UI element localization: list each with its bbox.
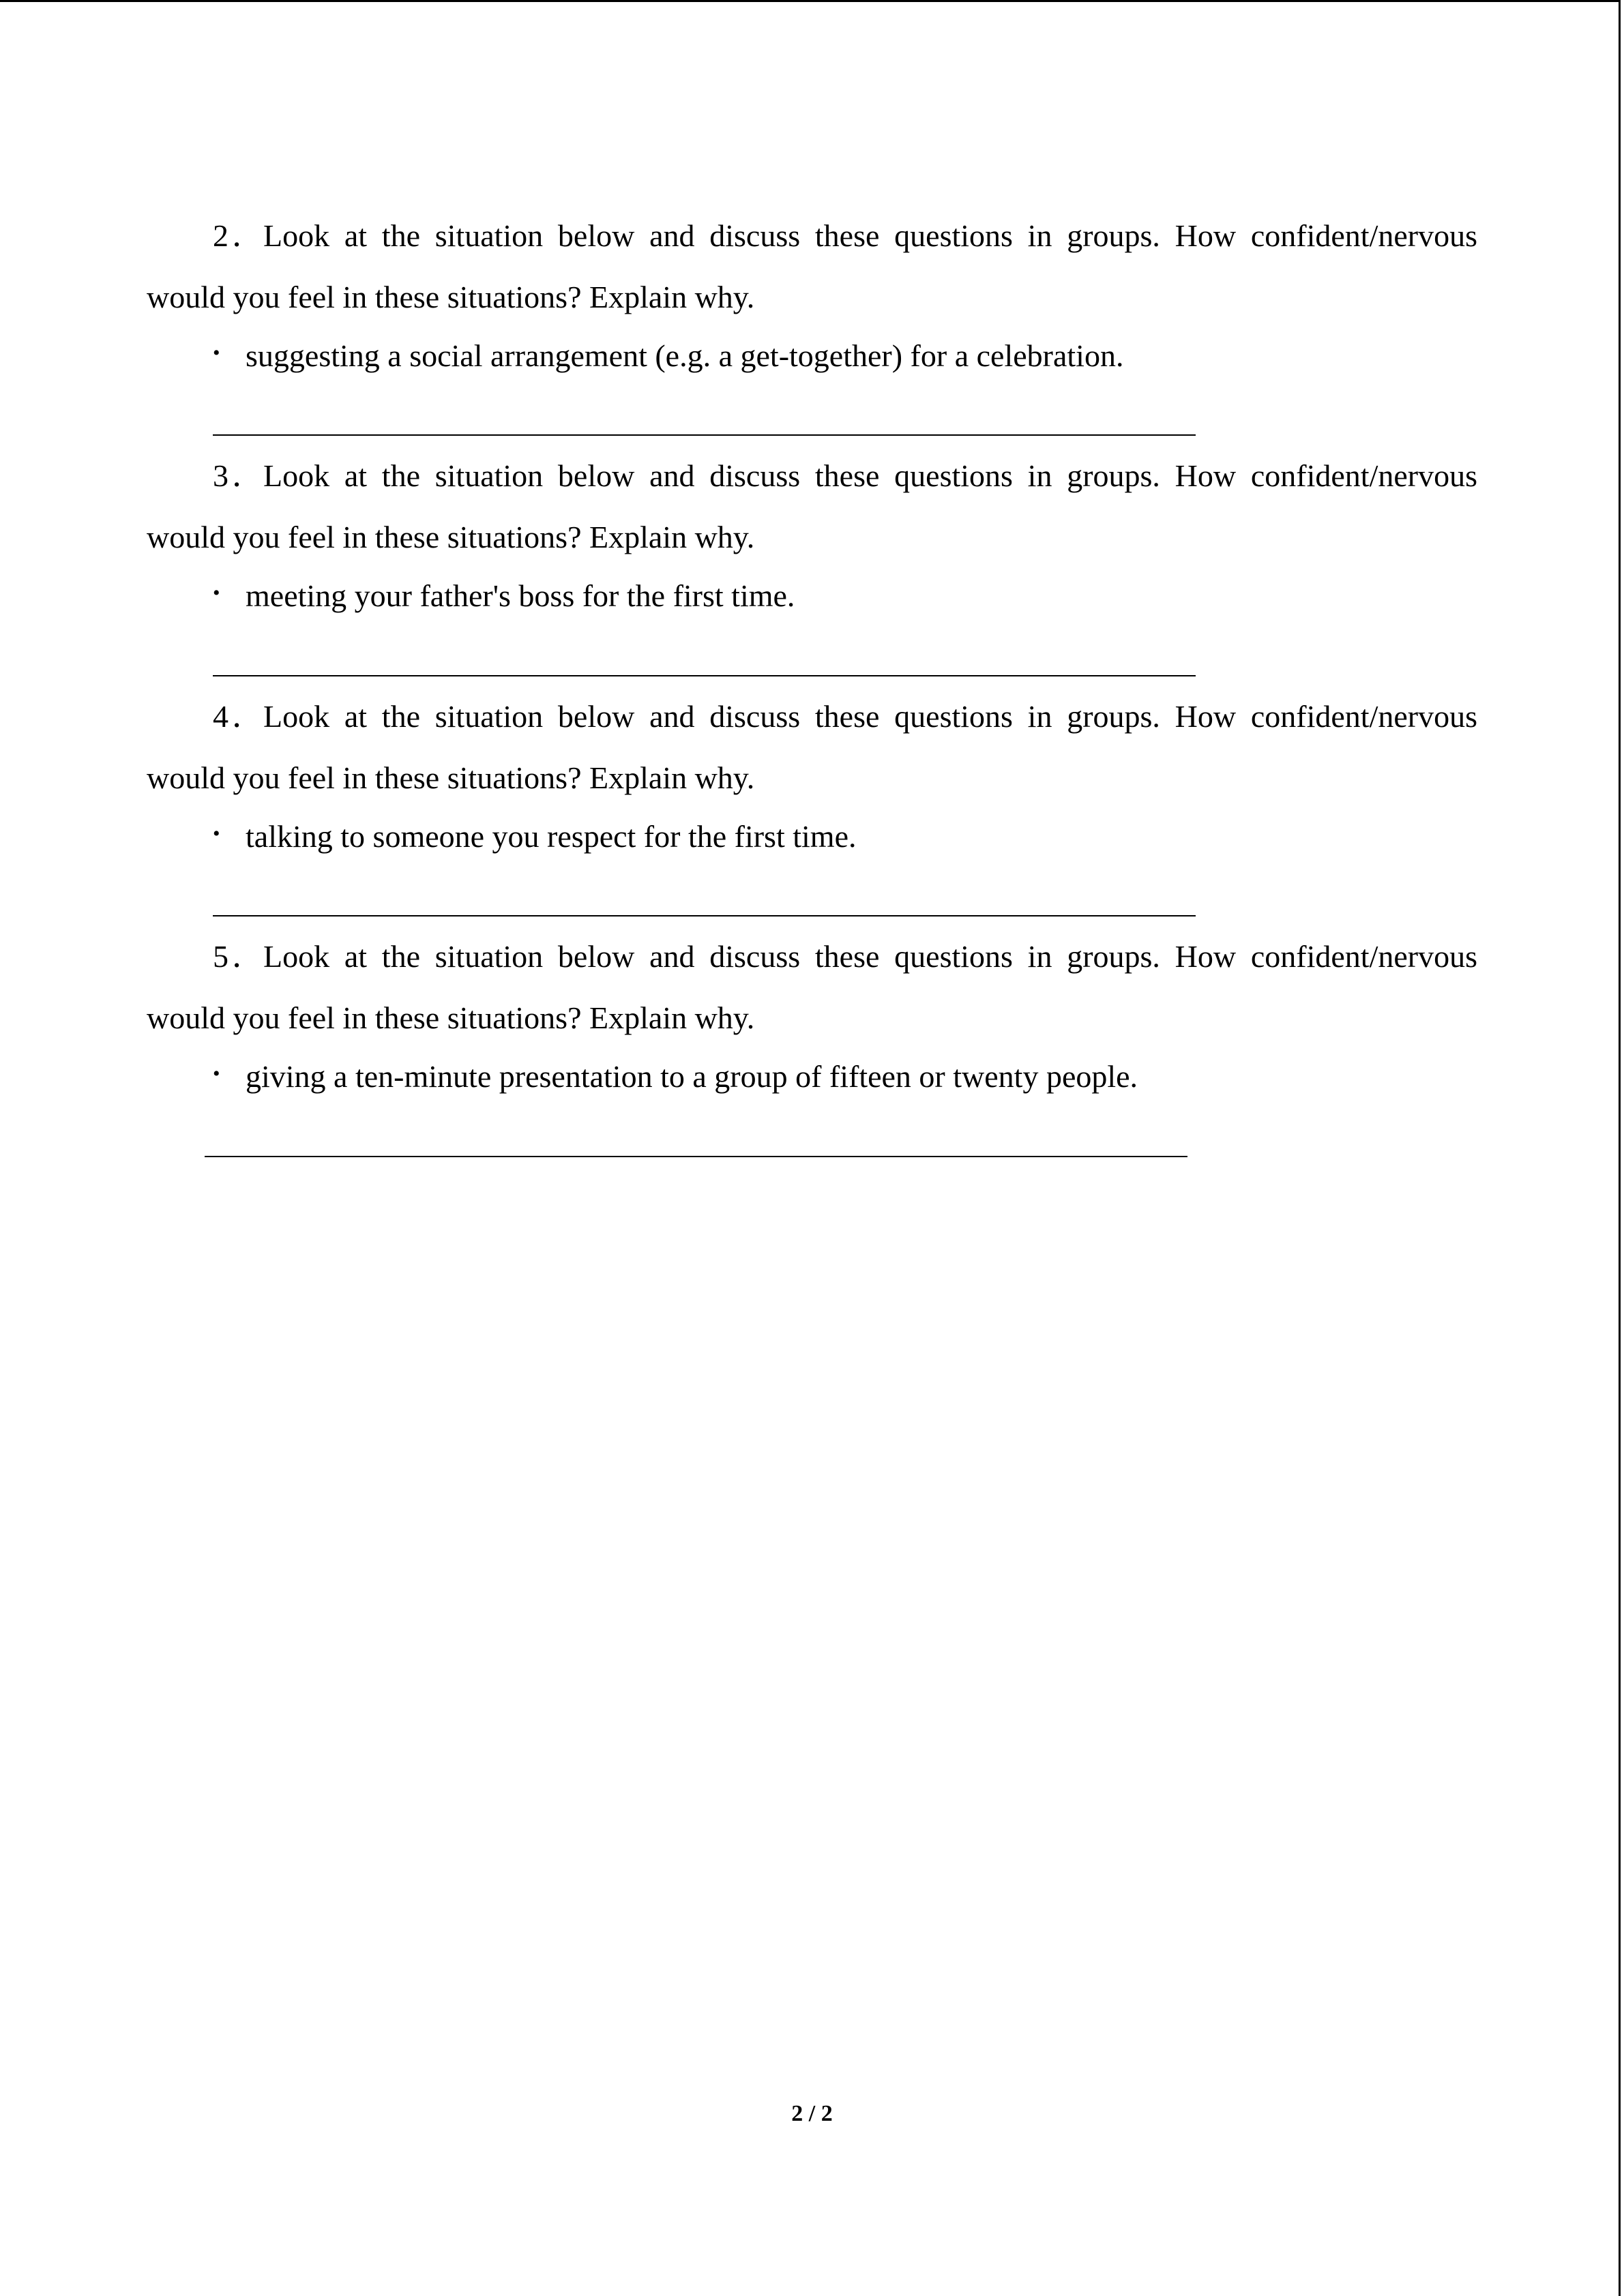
question-number: 2．: [213, 218, 263, 253]
question-prompt-text: Look at the situation below and discuss these questions in groups. How confident/nervous: [263, 699, 1477, 734]
situation-text: meeting your father's boss for the first time.: [246, 578, 795, 613]
situation-text: talking to someone you respect for the first time.: [246, 819, 857, 854]
situation-item: [213, 576, 795, 616]
question-prompt-line1: [213, 215, 1477, 256]
situation-text: giving a ten-minute presentation to a group of fifteen or twenty people.: [246, 1059, 1138, 1094]
question-number: 4．: [213, 699, 263, 734]
question-prompt-line2: would you feel in these situations? Explain why.: [147, 760, 755, 795]
page-number: 2 / 2: [791, 2101, 833, 2126]
answer-line[interactable]: [213, 434, 1196, 436]
answer-line[interactable]: [213, 915, 1196, 916]
situation-item: [213, 1056, 1138, 1097]
question-number: 5．: [213, 939, 263, 974]
question-prompt-line1: [213, 456, 1477, 496]
bullet-icon: •: [213, 822, 220, 845]
question-prompt-line1: [213, 936, 1477, 977]
situation-text: suggesting a social arrangement (e.g. a get-together) for a celebration.: [246, 338, 1124, 373]
question-prompt-text: Look at the situation below and discuss these questions in groups. How confident/nervous: [263, 939, 1477, 974]
question-prompt-line2: would you feel in these situations? Explain why.: [147, 520, 755, 554]
question-prompt-line1: [213, 696, 1477, 737]
question-prompt-line2: would you feel in these situations? Explain why.: [147, 280, 755, 314]
bullet-icon: •: [213, 1062, 220, 1085]
question-number: 3．: [213, 458, 263, 493]
bullet-icon: •: [213, 342, 220, 364]
answer-line[interactable]: [213, 675, 1196, 676]
answer-line[interactable]: [205, 1156, 1187, 1157]
question-prompt-line2: would you feel in these situations? Explain why.: [147, 1000, 755, 1035]
question-prompt-text: Look at the situation below and discuss these questions in groups. How confident/nervous: [263, 458, 1477, 493]
situation-item: [213, 816, 857, 857]
question-prompt-text: Look at the situation below and discuss these questions in groups. How confident/nervous: [263, 218, 1477, 253]
bullet-icon: •: [213, 582, 220, 604]
situation-item: [213, 336, 1123, 376]
